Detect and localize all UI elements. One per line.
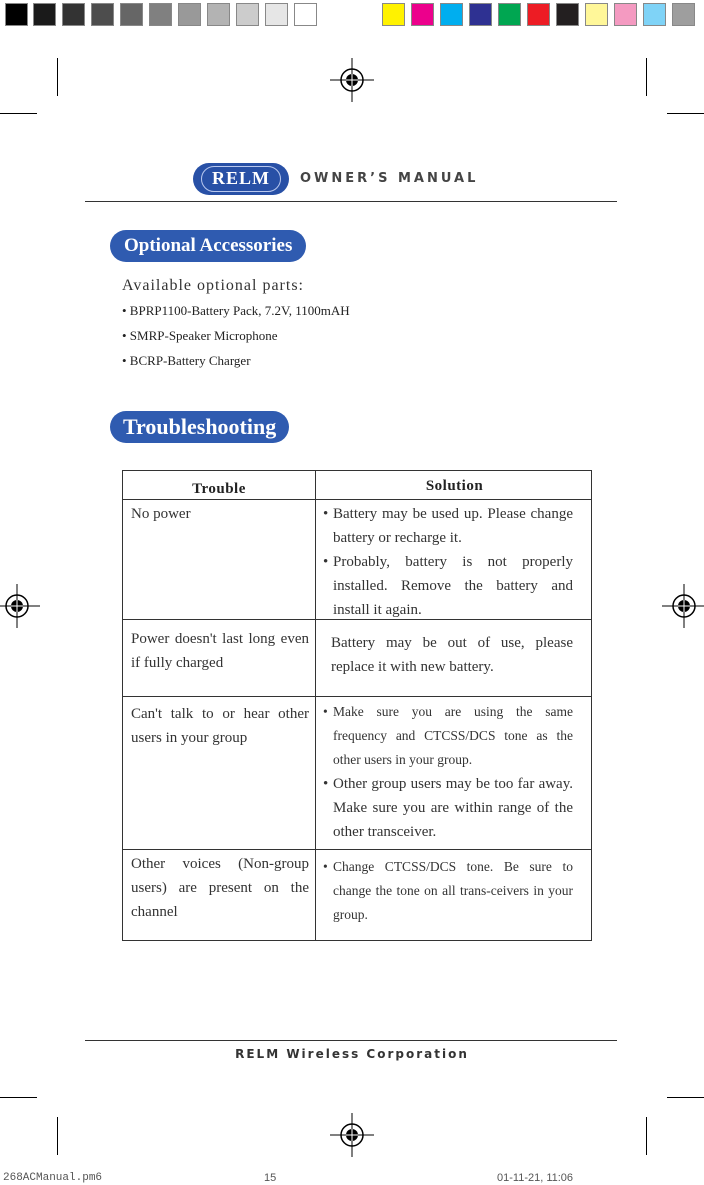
column-header-trouble: Trouble xyxy=(192,481,246,497)
footer-corporation: RELM Wireless Corporation xyxy=(235,1047,469,1061)
gray-swatch xyxy=(120,3,143,26)
page-number: 15 xyxy=(264,1172,277,1184)
trouble-cell: Other voices (Non-group users) are present on the channel xyxy=(131,856,309,920)
section-title-accessories: Optional Accessories xyxy=(110,230,306,262)
registration-mark-icon xyxy=(330,1113,374,1157)
color-swatch xyxy=(527,3,550,26)
registration-mark-icon xyxy=(330,58,374,102)
crop-mark xyxy=(57,1117,58,1155)
solution-item: • Other group users may be too far away. Make sure you are within range of the other transceiver. xyxy=(323,772,573,844)
crop-mark xyxy=(667,113,704,114)
accessory-item: • BPRP1100-Battery Pack, 7.2V, 1100mAH xyxy=(122,303,350,318)
solution-item: • Battery may be used up. Please change battery or recharge it. xyxy=(323,502,573,550)
color-swatch xyxy=(498,3,521,26)
solution-cell xyxy=(323,502,573,622)
registration-mark-icon xyxy=(662,584,704,628)
solution-item: • Make sure you are using the same frequency and CTCSS/DCS tone as the other users in your group. xyxy=(323,700,573,772)
gray-swatch xyxy=(178,3,201,26)
gray-swatch xyxy=(149,3,172,26)
header-divider xyxy=(85,201,617,202)
timestamp: 01-11-21, 11:06 xyxy=(497,1172,574,1184)
trouble-cell: No power xyxy=(131,506,191,522)
gray-swatch xyxy=(236,3,259,26)
crop-mark xyxy=(0,113,37,114)
crop-mark xyxy=(667,1097,704,1098)
page-header-title: OWNER’S MANUAL xyxy=(300,171,479,186)
solution-text: Battery may be out of use, please replace it with new battery. xyxy=(331,635,573,675)
solution-cell xyxy=(331,631,573,679)
footer-divider xyxy=(85,1040,617,1041)
color-swatch xyxy=(585,3,608,26)
column-header-solution: Solution xyxy=(425,478,484,494)
color-swatch xyxy=(643,3,666,26)
crop-mark xyxy=(646,58,647,96)
gray-swatch xyxy=(62,3,85,26)
trouble-cell: Power doesn't last long even if fully charged xyxy=(131,631,309,671)
crop-mark xyxy=(0,1097,37,1098)
crop-mark xyxy=(57,58,58,96)
gray-swatch xyxy=(5,3,28,26)
color-swatch xyxy=(469,3,492,26)
gray-swatch xyxy=(91,3,114,26)
trouble-cell: Can't talk to or hear other users in your group xyxy=(131,706,309,746)
color-swatch xyxy=(614,3,637,26)
solution-item: • Probably, battery is not properly installed. Remove the battery and install it again. xyxy=(323,550,573,622)
solution-cell xyxy=(323,700,573,844)
color-swatch xyxy=(382,3,405,26)
logo-text: RELM xyxy=(212,168,270,188)
crop-mark xyxy=(646,1117,647,1155)
file-name: 268ACManual.pm6 xyxy=(3,1172,103,1184)
gray-swatch xyxy=(294,3,317,26)
accessory-item: • SMRP-Speaker Microphone xyxy=(122,328,278,343)
solution-item: • Change CTCSS/DCS tone. Be sure to change the tone on all trans-ceivers in your group. xyxy=(323,855,573,927)
accessory-item: • BCRP-Battery Charger xyxy=(122,353,251,368)
gray-swatch xyxy=(33,3,56,26)
color-swatch xyxy=(440,3,463,26)
registration-mark-icon xyxy=(0,584,40,628)
accessories-intro: Available optional parts: xyxy=(122,277,304,294)
troubleshooting-table xyxy=(122,470,592,941)
color-swatch xyxy=(672,3,695,26)
gray-swatch xyxy=(265,3,288,26)
solution-cell xyxy=(323,855,573,927)
color-swatch xyxy=(411,3,434,26)
relm-logo xyxy=(193,163,289,195)
color-swatch xyxy=(556,3,579,26)
section-title-troubleshooting: Troubleshooting xyxy=(110,411,289,443)
gray-swatch xyxy=(207,3,230,26)
